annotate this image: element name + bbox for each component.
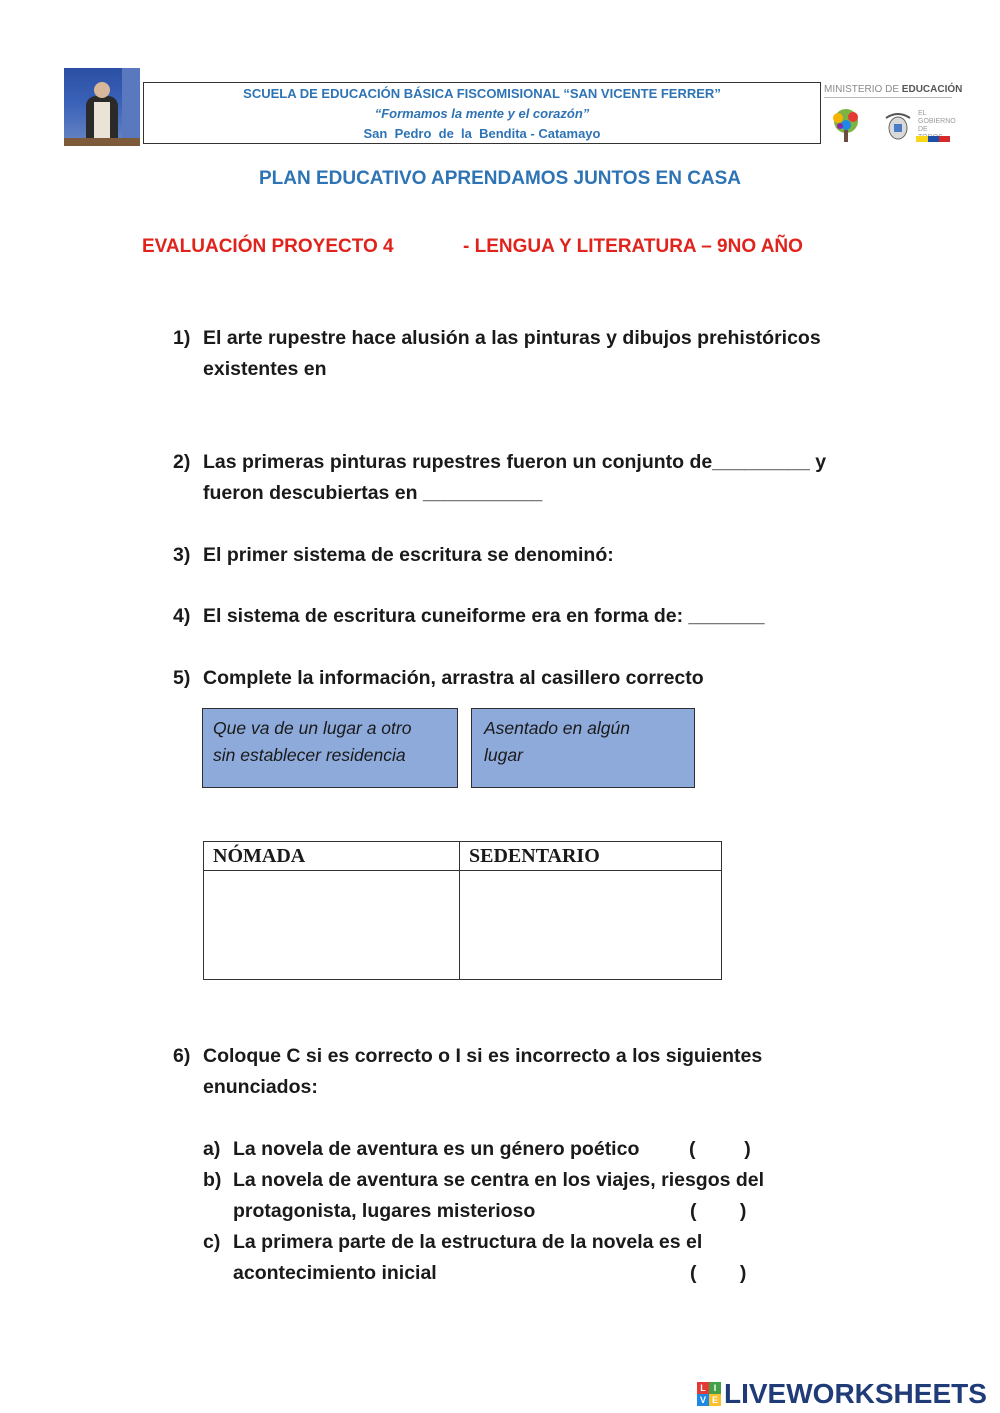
question-text: El arte rupestre hace alusión a las pinturas y dibujos prehistóricos [203, 327, 821, 349]
ministry-tagline: EL GOBIERNO DE [918, 110, 956, 133]
school-motto: “Formamos la mente y el corazón” [374, 106, 590, 121]
drag-option-text: Asentado en algún [484, 718, 630, 738]
badge-letter: I [709, 1382, 721, 1394]
statement-b-text-line2: protagonista, lugares misterioso [233, 1200, 536, 1222]
school-header-box [143, 82, 821, 144]
photo-curtain [122, 68, 140, 146]
statement-a-letter: a) [203, 1138, 221, 1160]
school-name: SCUELA DE EDUCACIÓN BÁSICA FISCOMISIONAL “SAN VICENTE FERRER” [243, 86, 721, 101]
liveworksheets-wordmark: LIVEWORKSHEETS [724, 1378, 987, 1409]
table-drop-row [204, 871, 722, 980]
answer-input-a[interactable]: ( ) [689, 1138, 751, 1160]
classification-table [203, 841, 722, 980]
statement-b-text: La novela de aventura se centra en los viajes, riesgos del [233, 1169, 765, 1191]
badge-letter: E [709, 1394, 721, 1406]
question-number: 3) [173, 544, 191, 566]
school-location: San Pedro de la Bendita - Catamayo [363, 126, 601, 141]
question-number: 6) [173, 1045, 191, 1067]
school-photo [64, 68, 140, 146]
liveworksheets-badge-icon [697, 1382, 721, 1406]
ministry-name: EDUCACIÓN [901, 84, 963, 95]
statement-b-letter: b) [203, 1169, 222, 1191]
answer-input-b[interactable]: ( ) [690, 1200, 747, 1222]
question-number: 1) [173, 327, 191, 349]
tree-icon [826, 108, 866, 144]
photo-floor [64, 138, 140, 146]
answer-input-c[interactable]: ( ) [690, 1262, 747, 1284]
liveworksheets-logo[interactable] [697, 1378, 987, 1410]
table-header-row [204, 842, 722, 871]
drop-zone-nomada[interactable] [204, 871, 460, 980]
drop-zone-sedentario[interactable] [460, 871, 722, 980]
drag-option-sedentario[interactable] [471, 708, 695, 788]
drag-option-text: sin establecer residencia [213, 745, 406, 765]
question-text: El primer sistema de escritura se denominó: [203, 544, 614, 566]
badge-letter: V [697, 1394, 709, 1406]
statement-a-text: La novela de aventura es un género poético [233, 1138, 640, 1160]
statement-c-text: La primera parte de la estructura de la novela es el [233, 1231, 703, 1253]
drag-option-text: Que va de un lugar a otro [213, 718, 412, 738]
statement-c-text-line2: acontecimiento inicial [233, 1262, 437, 1284]
question-text: existentes en [203, 358, 327, 380]
question-number: 2) [173, 451, 191, 473]
ministry-divider [824, 97, 952, 98]
question-number: 4) [173, 605, 191, 627]
statement-c-letter: c) [203, 1231, 221, 1253]
question-text: fueron descubiertas en ___________ [203, 482, 543, 504]
photo-figure-robe [94, 102, 110, 142]
evaluation-name: EVALUACIÓN PROYECTO 4 [142, 236, 394, 257]
badge-letter: L [697, 1382, 709, 1394]
question-text: Las primeras pinturas rupestres fueron un conjunto de_________ y [203, 451, 827, 473]
ministry-logo [824, 84, 963, 146]
plan-title: PLAN EDUCATIVO APRENDAMOS JUNTOS EN CASA [258, 168, 742, 189]
column-header-sedentario: SEDENTARIO [460, 842, 722, 871]
ministry-title [824, 84, 963, 95]
ministry-prefix: MINISTERIO DE [824, 84, 902, 95]
coat-of-arms-icon [882, 110, 914, 142]
column-header-nomada: NÓMADA [204, 842, 460, 871]
flag-stripe-icon [916, 136, 950, 142]
photo-figure-head [94, 82, 110, 98]
question-text: Complete la información, arrastra al casillero correcto [203, 667, 704, 689]
question-text: El sistema de escritura cuneiforme era en forma de: _______ [203, 605, 765, 627]
question-text: Coloque C si es correcto o I si es incorrecto a los siguientes [203, 1045, 763, 1067]
question-number: 5) [173, 667, 191, 689]
drag-option-nomada[interactable] [202, 708, 458, 788]
drag-option-text: lugar [484, 745, 523, 765]
evaluation-subject: - LENGUA Y LITERATURA – 9NO AÑO [463, 236, 803, 257]
question-text: enunciados: [203, 1076, 318, 1098]
evaluation-title [142, 236, 803, 258]
